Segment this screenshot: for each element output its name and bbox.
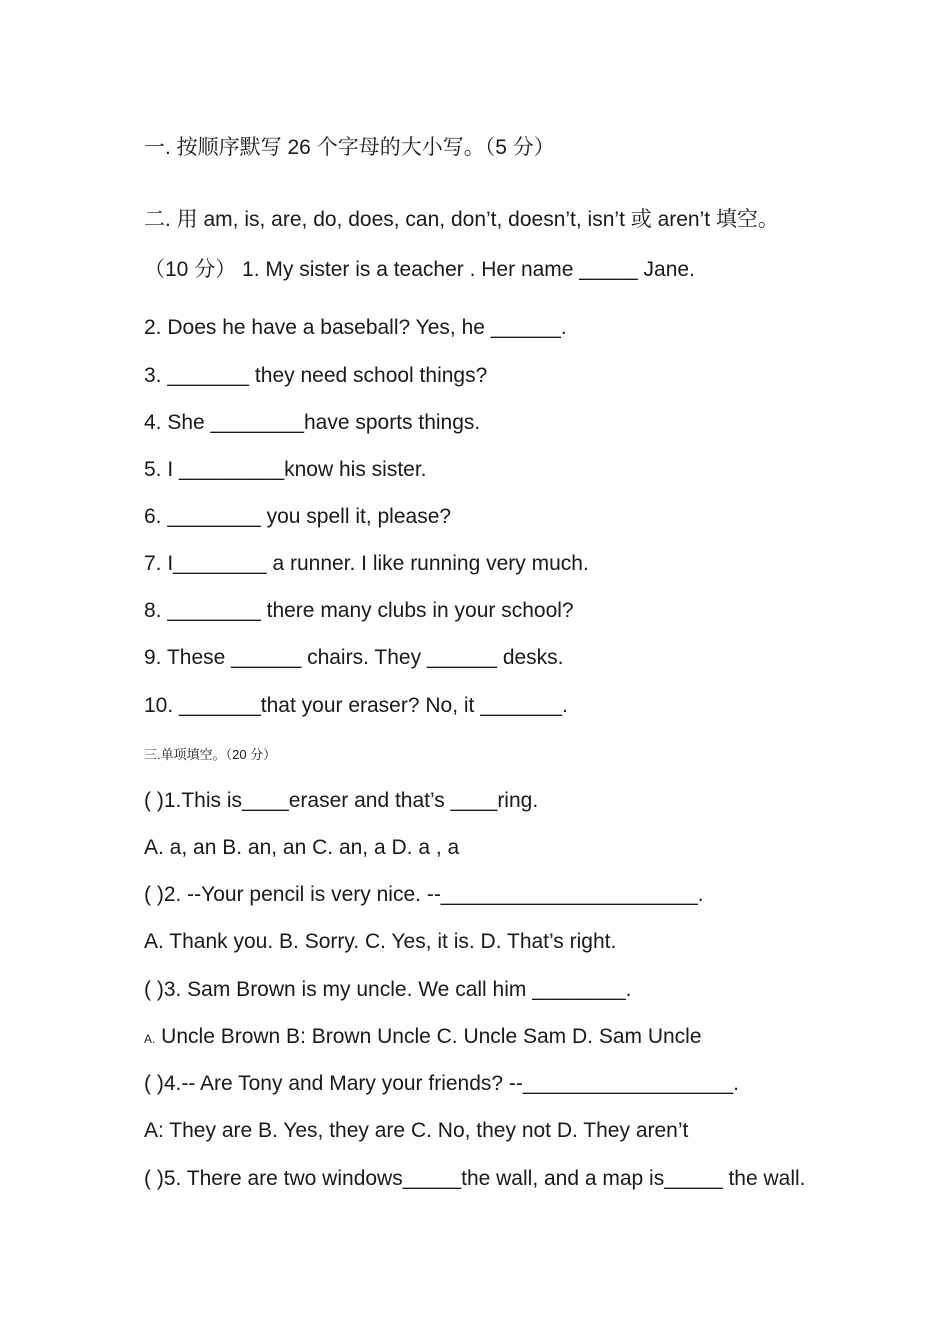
option-a-label: A. [144, 1032, 156, 1046]
section2-item-10: 10. _______that your eraser? No, it _______. [144, 694, 568, 717]
question-1-options: A. a, an B. an, an C. an, a D. a , a [144, 836, 460, 859]
question-2: ( )2. --Your pencil is very nice. --______________________. [144, 883, 704, 906]
question-3-options-text: Uncle Brown B: Brown Uncle C. Uncle Sam D. Sam Uncle [155, 1025, 702, 1048]
section2-heading: 二. 用 am, is, are, do, does, can, don’t, doesn’t, isn’t 或 aren’t 填空。 [144, 208, 779, 231]
question-3: ( )3. Sam Brown is my uncle. We call him ________. [144, 978, 632, 1001]
section2-item-5: 5. I _________know his sister. [144, 458, 427, 481]
question-3-options [144, 1025, 824, 1051]
section2-item-6: 6. ________ you spell it, please? [144, 505, 452, 528]
section2-item-4: 4. She ________have sports things. [144, 411, 481, 434]
section2-item-9: 9. These ______ chairs. They ______ desks. [144, 646, 564, 669]
question-5: ( )5. There are two windows_____the wall, and a map is_____ the wall. [144, 1167, 806, 1190]
question-2-options: A. Thank you. B. Sorry. C. Yes, it is. D. That’s right. [144, 930, 617, 953]
section1-heading: 一. 按顺序默写 26 个字母的大小写。（5 分） [144, 136, 555, 159]
section2-item-1: （10 分） 1. My sister is a teacher . Her name _____ Jane. [144, 258, 695, 281]
section2-item-8: 8. ________ there many clubs in your school? [144, 599, 574, 622]
section2-item-2: 2. Does he have a baseball? Yes, he ______. [144, 316, 567, 339]
question-1: ( )1.This is____eraser and that’s ____ring. [144, 789, 539, 812]
question-4: ( )4.-- Are Tony and Mary your friends? --__________________. [144, 1072, 739, 1095]
question-4-options: A: They are B. Yes, they are C. No, they not D. They aren’t [144, 1119, 689, 1142]
section2-item-7: 7. I________ a runner. I like running very much. [144, 552, 589, 575]
section2-item-3: 3. _______ they need school things? [144, 364, 488, 387]
section3-heading: 三.单项填空。（20 分） [144, 747, 277, 762]
